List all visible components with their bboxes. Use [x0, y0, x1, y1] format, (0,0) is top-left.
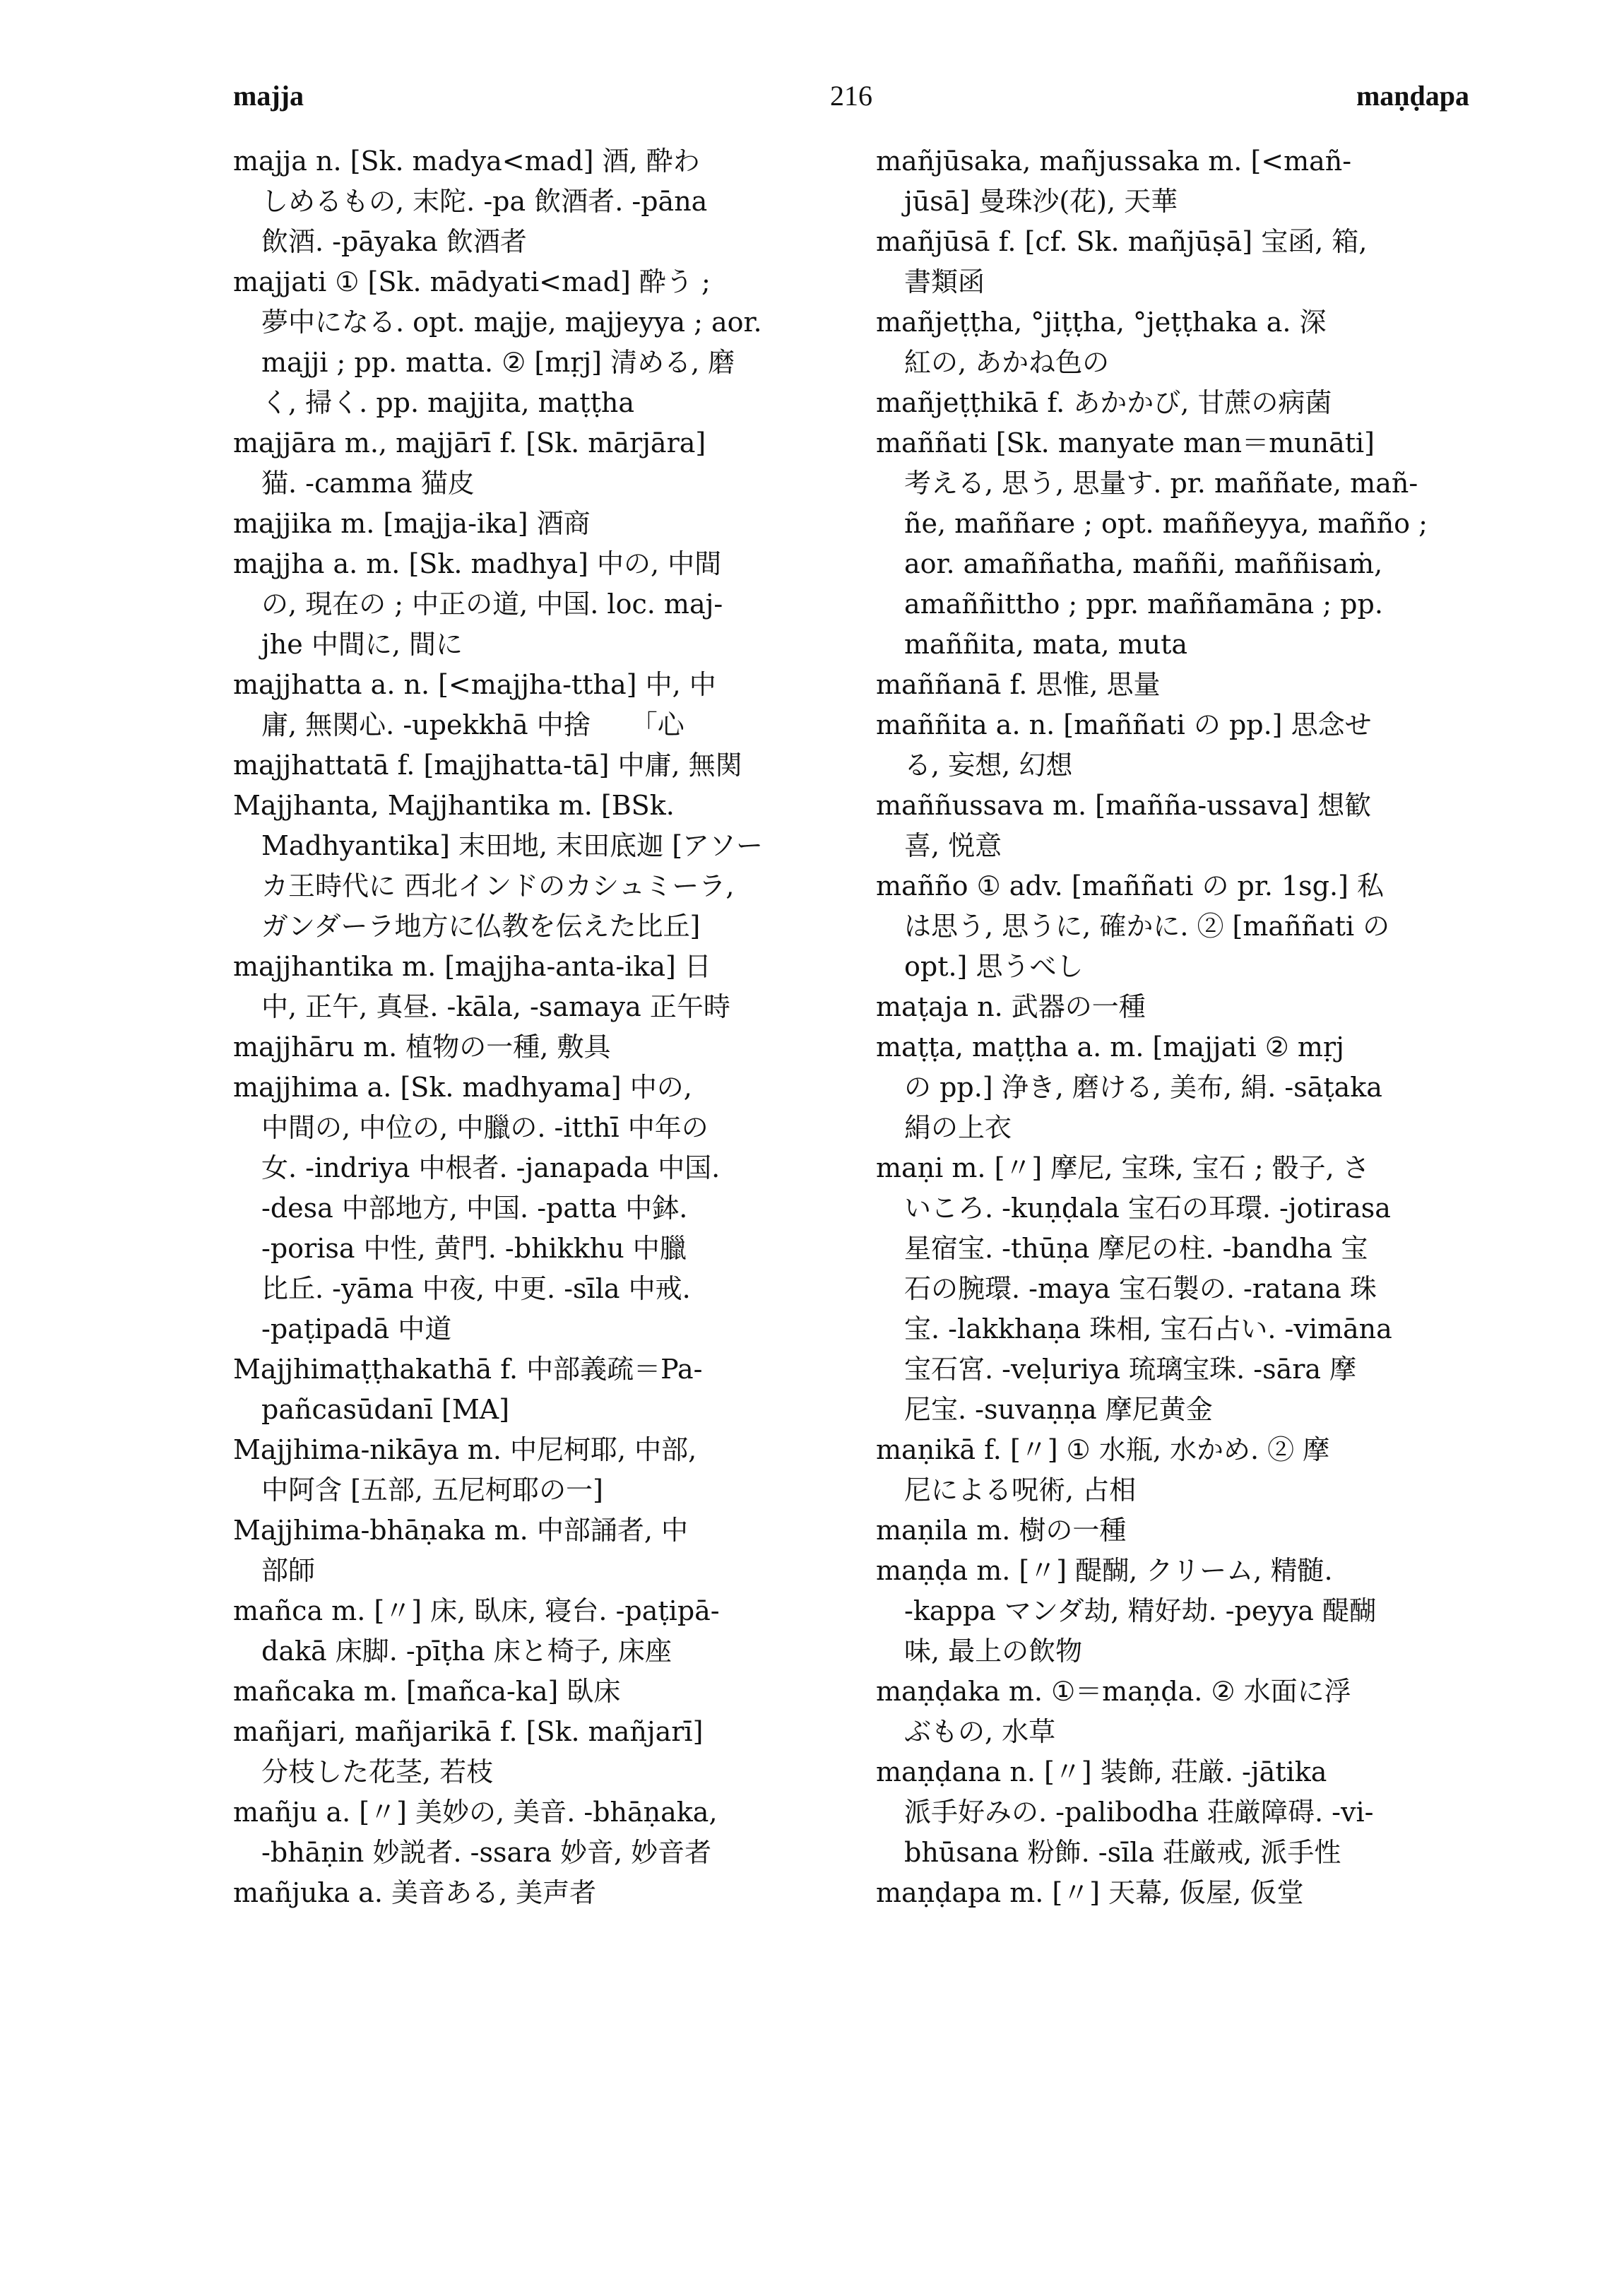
entry-continuation-line: ぶもの, 水草: [904, 1716, 1056, 1747]
entry-headword-line: majjika m. [majja-ika] 酒商: [233, 508, 591, 539]
entry-continuation-line: 宝. -lakkhaṇa 珠相, 宝石占い. -vimāna: [904, 1313, 1392, 1344]
entry-continuation-line: 女. -indriya 中根者. -janapada 中国.: [261, 1152, 721, 1183]
entry-continuation-line: dakā 床脚. -pīṭha 床と椅子, 床座: [261, 1636, 672, 1667]
entry-continuation-line: -porisa 中性, 黄門. -bhikkhu 中臘: [261, 1233, 687, 1264]
entry-continuation-line: pañcasūdanī [MA]: [261, 1394, 510, 1425]
header-first-entry: majja: [233, 80, 304, 112]
entry-headword-line: maṇḍapa m. [〃] 天幕, 仮屋, 仮堂: [876, 1877, 1304, 1908]
entry-continuation-line: 書類函: [904, 266, 985, 297]
entry-headword-line: majjhatta a. n. [<majjha-ttha] 中, 中: [233, 669, 716, 700]
entry-headword-line: mañjeṭṭhikā f. あかかび, 甘蔗の病菌: [876, 387, 1332, 418]
running-head: [233, 79, 1469, 129]
entry-headword-line: maṇi m. [〃] 摩尼, 宝珠, 宝石 ; 骰子, さ: [876, 1152, 1370, 1183]
entry-headword-line: maṭaja n. 武器の一種: [876, 991, 1146, 1022]
entry-headword-line: Majjhima-nikāya m. 中尼柯耶, 中部,: [233, 1434, 697, 1465]
entry-headword-line: Majjhimaṭṭhakathā f. 中部義疏＝Pa-: [233, 1354, 703, 1385]
entry-continuation-line: 石の腕環. -maya 宝石製の. -ratana 珠: [904, 1273, 1377, 1304]
entry-continuation-line: 派手好みの. -palibodha 荘厳障碍. -vi-: [904, 1797, 1374, 1828]
entry-continuation-line: 星宿宝. -thūṇa 摩尼の柱. -bandha 宝: [904, 1233, 1368, 1264]
entry-continuation-line: -kappa マンダ劫, 精好劫. -peyya 醍醐: [904, 1595, 1377, 1626]
entry-continuation-line: 中阿含 [五部, 五尼柯耶の一]: [261, 1474, 603, 1506]
entry-headword-line: maṇikā f. [〃] ① 水瓶, 水かめ. ② 摩: [876, 1434, 1330, 1465]
entry-headword-line: maññussava m. [mañña-ussava] 想歓: [876, 790, 1372, 821]
entry-continuation-line: の, 現在の ; 中正の道, 中国. loc. maj-: [261, 589, 723, 620]
entry-headword-line: Majjhima-bhāṇaka m. 中部誦者, 中: [233, 1515, 688, 1546]
entry-continuation-line: ガンダーラ地方に仏教を伝えた比丘]: [261, 911, 701, 942]
entry-continuation-line: ñe, maññare ; opt. maññeyya, mañño ;: [904, 508, 1428, 539]
entry-continuation-line: 部師: [261, 1555, 316, 1586]
entry-continuation-line: 分枝した花茎, 若枝: [261, 1756, 494, 1787]
left-column: [233, 141, 826, 1913]
entry-headword-line: mañjūsaka, mañjussaka m. [<mañ-: [876, 146, 1352, 177]
entry-continuation-line: 猫. -camma 猫皮: [261, 468, 475, 499]
entry-continuation-line: maññita, mata, muta: [904, 629, 1188, 660]
entry-headword-line: mañca m. [〃] 床, 臥床, 寝台. -paṭipā-: [233, 1595, 720, 1626]
entry-continuation-line: 喜, 悦意: [904, 830, 1002, 861]
entry-continuation-line: 夢中になる. opt. majje, majjeyya ; aor.: [261, 307, 762, 338]
entry-continuation-line: 尼による呪術, 占相: [904, 1474, 1137, 1506]
entry-continuation-line: aor. amaññatha, maññi, maññisaṁ,: [904, 548, 1383, 579]
entry-continuation-line: Madhyantika] 末田地, 末田底迦 [アソー: [261, 830, 764, 861]
entry-headword-line: mañju a. [〃] 美妙の, 美音. -bhāṇaka,: [233, 1797, 718, 1828]
entry-continuation-line: く, 掃く. pp. majjita, maṭṭha: [261, 387, 634, 418]
entry-continuation-line: 比丘. -yāma 中夜, 中更. -sīla 中戒.: [261, 1273, 691, 1304]
entry-headword-line: Majjhanta, Majjhantika m. [BSk.: [233, 790, 675, 821]
entry-continuation-line: は思う, 思うに, 確かに. ② [maññati の: [904, 911, 1390, 942]
entry-headword-line: majjhāru m. 植物の一種, 敷具: [233, 1031, 611, 1063]
entry-continuation-line: majji ; pp. matta. ② [mṛj] 清める, 磨: [261, 347, 735, 378]
entry-continuation-line: 庸, 無関心. -upekkhā 中捨 「心: [261, 709, 684, 740]
entry-headword-line: mañjūsā f. [cf. Sk. mañjūṣā] 宝函, 箱,: [876, 226, 1368, 257]
entry-headword-line: mañño ① adv. [maññati の pr. 1sg.] 私: [876, 870, 1384, 901]
entry-continuation-line: -bhāṇin 妙説者. -ssara 妙音, 妙音者: [261, 1837, 712, 1868]
entry-headword-line: majjha a. m. [Sk. madhya] 中の, 中間: [233, 548, 722, 579]
entry-continuation-line: -desa 中部地方, 中国. -patta 中鉢.: [261, 1193, 688, 1224]
entry-continuation-line: 飲酒. -pāyaka 飲酒者: [261, 226, 527, 257]
page-number: 216: [830, 80, 872, 112]
entry-headword-line: maṇḍa m. [〃] 醍醐, クリーム, 精髄.: [876, 1555, 1333, 1586]
entry-continuation-line: amaññittho ; ppr. maññamāna ; pp.: [904, 589, 1383, 620]
entry-continuation-line: opt.] 思うべし: [904, 951, 1084, 982]
right-column: [876, 141, 1469, 1913]
entry-continuation-line: しめるもの, 末陀. -pa 飲酒者. -pāna: [261, 186, 708, 217]
entry-continuation-line: 考える, 思う, 思量す. pr. maññate, mañ-: [904, 468, 1418, 499]
entry-headword-line: majjati ① [Sk. mādyati<mad] 酔う ;: [233, 266, 711, 297]
entry-continuation-line: いころ. -kuṇḍala 宝石の耳環. -jotirasa: [904, 1193, 1391, 1224]
header-last-entry: maṇḍapa: [1356, 80, 1469, 112]
entry-headword-line: mañjeṭṭha, °jiṭṭha, °jeṭṭhaka a. 深: [876, 307, 1327, 338]
entry-continuation-line: 絹の上衣: [904, 1112, 1012, 1143]
entry-continuation-line: bhūsana 粉飾. -sīla 荘厳戒, 派手性: [904, 1837, 1341, 1868]
entry-headword-line: maṇila m. 樹の一種: [876, 1515, 1127, 1546]
entry-headword-line: majja n. [Sk. madya<mad] 酒, 酔わ: [233, 146, 700, 177]
entry-headword-line: maññanā f. 思惟, 思量: [876, 669, 1161, 700]
entry-continuation-line: 中, 正午, 真昼. -kāla, -samaya 正午時: [261, 991, 730, 1022]
entry-headword-line: maṇḍana n. [〃] 装飾, 荘厳. -jātika: [876, 1756, 1327, 1787]
entry-continuation-line: 宝石宮. -veḷuriya 琉璃宝珠. -sāra 摩: [904, 1354, 1357, 1385]
entry-headword-line: majjhantika m. [majjha-anta-ika] 日: [233, 951, 711, 982]
entry-headword-line: maññita a. n. [maññati の pp.] 思念せ: [876, 709, 1372, 740]
entry-headword-line: mañjari, mañjarikā f. [Sk. mañjarī]: [233, 1716, 704, 1747]
entry-continuation-line: 味, 最上の飲物: [904, 1636, 1083, 1667]
entry-continuation-line: jūsā] 曼珠沙(花), 天華: [904, 186, 1178, 217]
entry-headword-line: majjāra m., majjārī f. [Sk. mārjāra]: [233, 427, 706, 459]
entry-continuation-line: jhe 中間に, 間に: [261, 629, 463, 660]
entry-headword-line: maññati [Sk. manyate man＝munāti]: [876, 427, 1375, 459]
entry-headword-line: maṭṭa, maṭṭha a. m. [majjati ② mṛj: [876, 1031, 1344, 1063]
entry-continuation-line: の pp.] 浄き, 磨ける, 美布, 絹. -sāṭaka: [904, 1072, 1382, 1103]
entry-headword-line: mañcaka m. [mañca-ka] 臥床: [233, 1676, 621, 1707]
entry-continuation-line: る, 妄想, 幻想: [904, 750, 1073, 781]
entry-continuation-line: 尼宝. -suvaṇṇa 摩尼黄金: [904, 1394, 1213, 1425]
entry-headword-line: maṇḍaka m. ①＝maṇḍa. ② 水面に浮: [876, 1676, 1351, 1707]
entry-continuation-line: カ王時代に 西北インドのカシュミーラ,: [261, 870, 735, 901]
entry-headword-line: majjhattatā f. [majjhatta-tā] 中庸, 無関: [233, 750, 742, 781]
entry-headword-line: majjhima a. [Sk. madhyama] 中の,: [233, 1072, 692, 1103]
entry-continuation-line: 紅の, あかね色の: [904, 347, 1110, 378]
entry-headword-line: mañjuka a. 美音ある, 美声者: [233, 1877, 597, 1908]
entry-continuation-line: -paṭipadā 中道: [261, 1313, 452, 1344]
entry-continuation-line: 中間の, 中位の, 中臘の. -itthī 中年の: [261, 1112, 709, 1143]
